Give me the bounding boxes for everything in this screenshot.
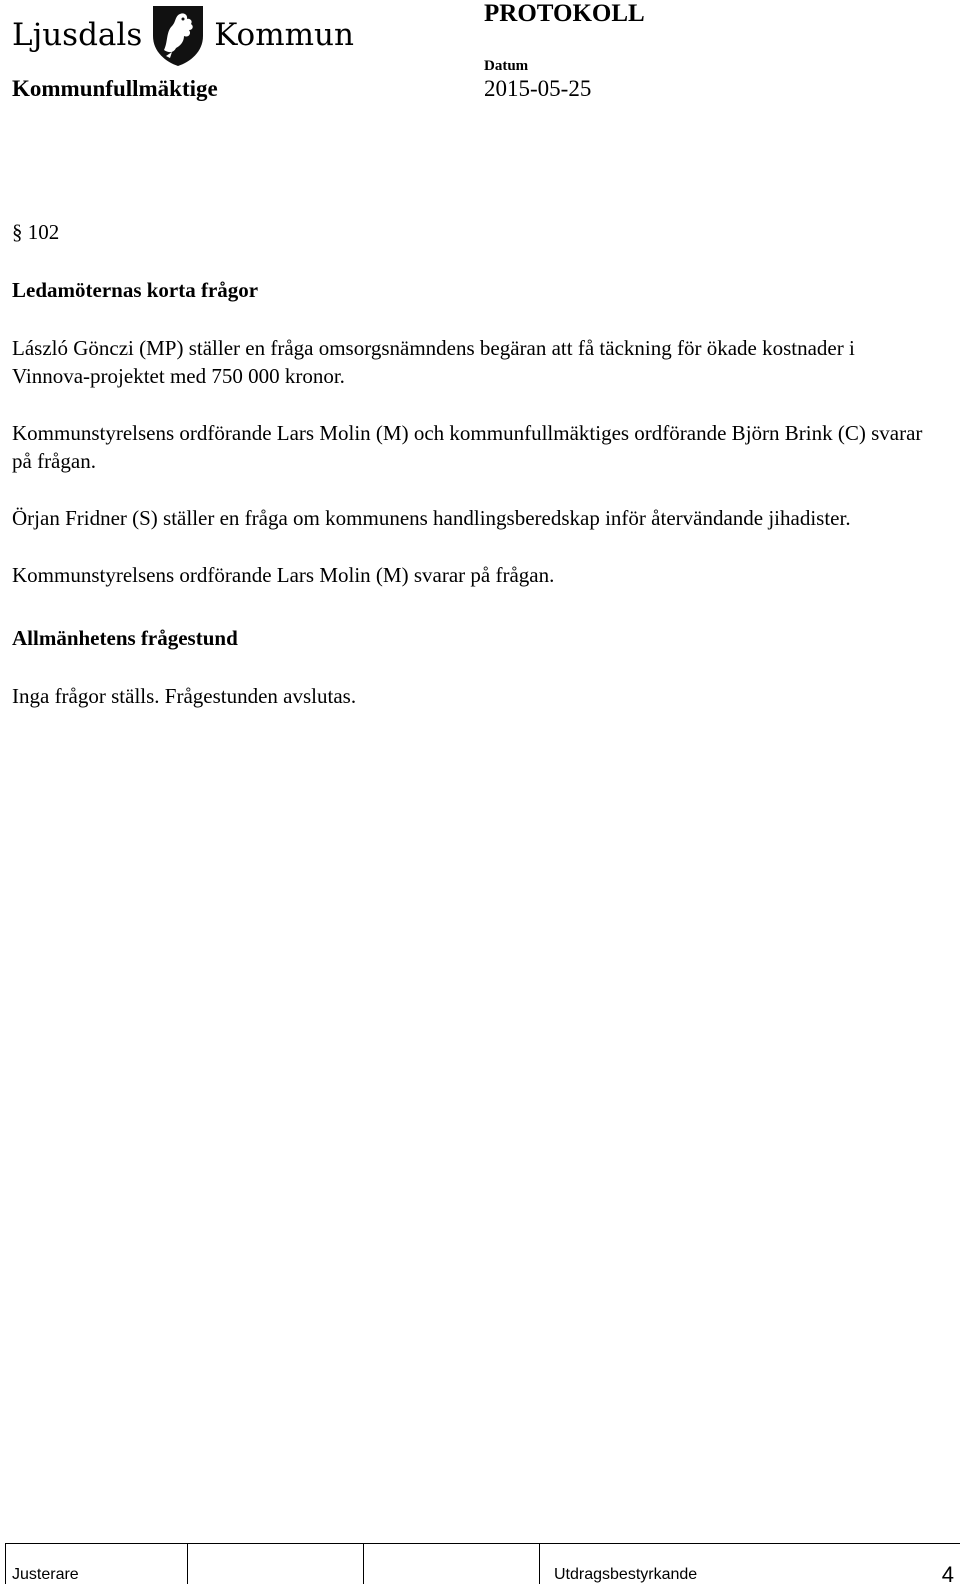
municipality-logo (12, 2, 354, 68)
justerare-signature-cell (363, 1544, 540, 1584)
paragraph: Kommunstyrelsens ordförande Lars Molin (M) och kommunfullmäktiges ordförande Björn Brink (C) svarar på frågan. (12, 421, 923, 473)
date-value: 2015-05-25 (484, 76, 592, 101)
organ-name: Kommunfullmäktige (12, 76, 218, 101)
page-number: 4 (941, 1562, 954, 1587)
paragraph: Örjan Fridner (S) ställer en fråga om kommunens handlingsberedskap inför återvändande jihadister. (12, 506, 851, 530)
logo-text-left: Ljusdals (12, 16, 143, 53)
signature-footer (5, 1543, 960, 1587)
paragraph: Kommunstyrelsens ordförande Lars Molin (M) svarar på frågan. (12, 563, 555, 587)
closing-paragraph: Inga frågor ställs. Frågestunden avslutas. (12, 684, 357, 708)
justerare-cell (5, 1544, 188, 1584)
utdragsbestyrkande-label: Utdragsbestyrkande (554, 1566, 698, 1583)
protocol-body (12, 218, 932, 739)
section-heading-public-questions: Allmänhetens frågestund (12, 626, 238, 650)
coat-of-arms-icon (150, 2, 206, 68)
date-label: Datum (484, 58, 529, 74)
paragraph: László Gönczi (MP) ställer en fråga omsorgsnämndens begäran att få täckning för ökade kostnader i Vinnova-projektet med 750 000 kronor. (12, 336, 855, 388)
justerare-signature-cell (187, 1544, 364, 1584)
logo-text-right: Kommun (214, 16, 354, 53)
section-heading: Ledamöternas korta frågor (12, 278, 259, 302)
section-number: § 102 (12, 220, 60, 244)
utdragsbestyrkande-cell (539, 1544, 960, 1587)
document-type: PROTOKOLL (484, 0, 645, 27)
justerare-label: Justerare (12, 1566, 79, 1583)
